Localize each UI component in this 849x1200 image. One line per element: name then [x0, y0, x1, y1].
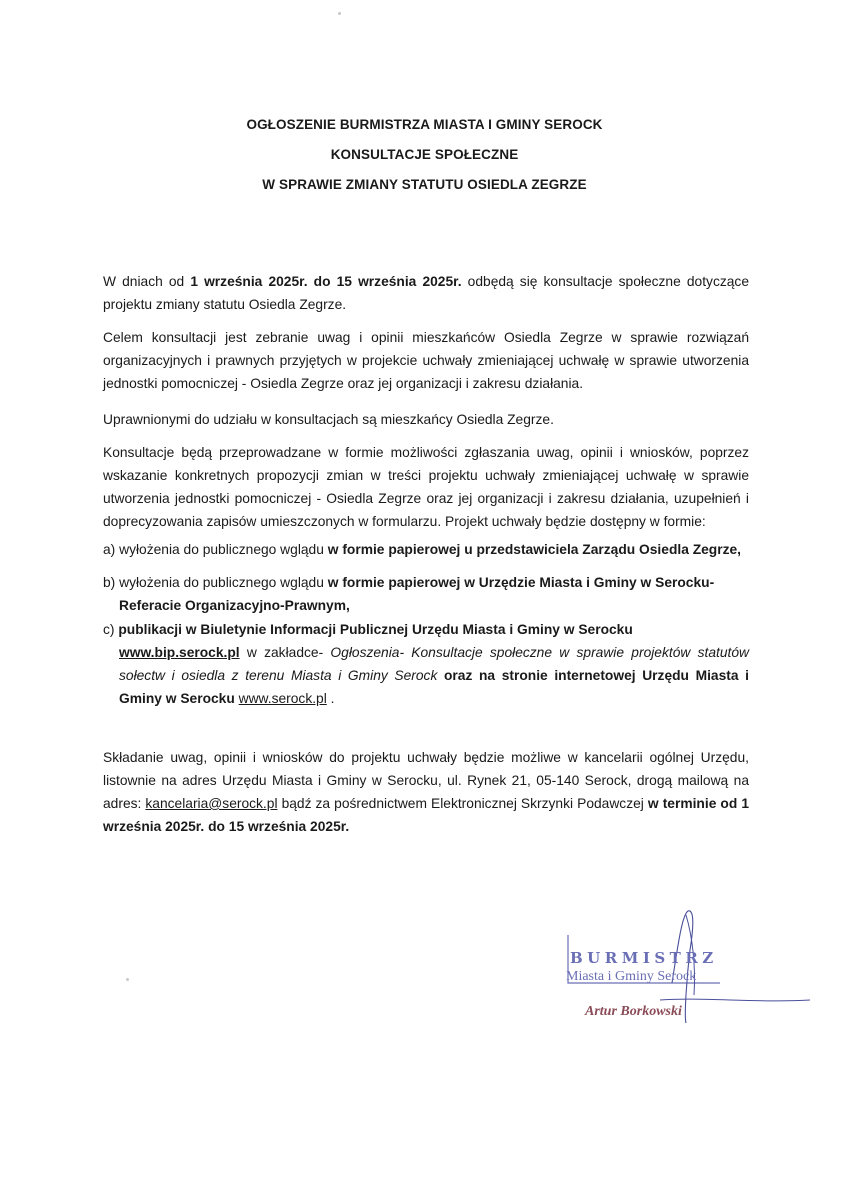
- list-item-c: [103, 618, 749, 710]
- submission-deadline: w terminie od 1 września 2025r. do 15 września 2025r.: [103, 796, 749, 834]
- list-text-italic: Ogłoszenia- Konsultacje społeczne w sprawie projektów statutów sołectw i osiedla z terenu Miasta i Gminy Serock: [119, 645, 749, 683]
- paragraph-text: odbędą się konsultacje społeczne dotyczące projektu zmiany statutu Osiedla Zegrze.: [103, 274, 749, 312]
- paragraph-purpose: Celem konsultacji jest zebranie uwag i opinii mieszkańców Osiedla Zegrze w sprawie rozwiązań organizacyjnych i prawnych przyjętych w projekcie uchwały zmieniającej uchwałę w sprawie utworzenia jednostki pomocniczej - Osiedla Zegrze oraz jej organizacji i zakresu działania.: [103, 330, 749, 391]
- paragraph-text: W dniach od: [103, 274, 191, 289]
- bip-link[interactable]: www.bip.serock.pl: [119, 645, 240, 660]
- list-marker: a): [103, 542, 116, 557]
- list-item-b: [103, 571, 749, 617]
- announcement-title: OGŁOSZENIE BURMISTRZA MIASTA I GMINY SEROCK: [246, 117, 603, 132]
- announcement-subtitle: KONSULTACJE SPOŁECZNE: [330, 147, 519, 162]
- list-text-bold: oraz na stronie internetowej Urzędu Miasta i Gminy w Serocku: [119, 668, 749, 706]
- paragraph-form: Konsultacje będą przeprowadzane w formie możliwości zgłaszania uwag, opinii i wniosków, poprzez wskazanie konkretnych propozycji zmian w treści projektu uchwały zmieniającej uchwałę w sprawie utworzenia jednostki pomocniczej - Osiedla Zegrze oraz jej organizacji i zakresu działania, uzupełnień i doprecyzowania zapisów umieszczonych w formularzu. Projekt uchwały będzie dostępny w formie:: [103, 445, 749, 529]
- paragraph-eligibility: Uprawnionymi do udziału w konsultacjach są mieszkańcy Osiedla Zegrze.: [103, 412, 554, 427]
- consultation-dates: 1 września 2025r. do 15 września 2025r.: [190, 274, 462, 289]
- list-marker: b): [103, 575, 116, 590]
- scan-speck: [338, 12, 341, 15]
- stamp-title: BURMISTRZ: [570, 949, 718, 967]
- list-text: wyłożenia do publicznego wglądu: [115, 542, 328, 557]
- list-marker: c): [103, 622, 115, 637]
- stamp-subtitle: Miasta i Gminy Serock: [566, 969, 697, 984]
- paragraph-submission: [103, 746, 749, 838]
- list-item-a: [103, 538, 749, 561]
- list-text-bold: publikacji w Biuletynie Informacji Publicznej Urzędu Miasta i Gminy w Serocku: [114, 622, 633, 637]
- list-text: wyłożenia do publicznego wglądu: [115, 575, 328, 590]
- scan-speck: [126, 978, 129, 981]
- stamp-name: Artur Borkowski: [585, 1004, 682, 1019]
- paragraph-text: Składanie uwag, opinii i wniosków do projektu uchwały będzie możliwe w kancelarii ogólnej Urzędu, listownie na adres Urzędu Miasta i Gminy w Serocku, ul. Rynek 21, 05-140 Serock, drogą mailową na adres:: [103, 750, 749, 811]
- paragraph-text: bądź za pośrednictwem Elektronicznej Skrzynki Podawczej: [277, 796, 648, 811]
- list-text: .: [326, 691, 335, 706]
- website-link[interactable]: www.serock.pl: [238, 691, 327, 706]
- list-text: w zakładce-: [239, 645, 331, 660]
- paragraph-dates: [103, 270, 749, 316]
- email-link[interactable]: kancelaria@serock.pl: [145, 796, 278, 811]
- list-text-bold: Referacie Organizacyjno-Prawnym,: [119, 598, 350, 613]
- mayor-stamp: [560, 905, 820, 1025]
- list-text-bold: w formie papierowej w Urzędzie Miasta i Gminy w Serocku-: [327, 575, 715, 590]
- list-text-bold: w formie papierowej u przedstawiciela Zarządu Osiedla Zegrze,: [327, 542, 742, 557]
- announcement-subject: W SPRAWIE ZMIANY STATUTU OSIEDLA ZEGRZE: [262, 177, 587, 192]
